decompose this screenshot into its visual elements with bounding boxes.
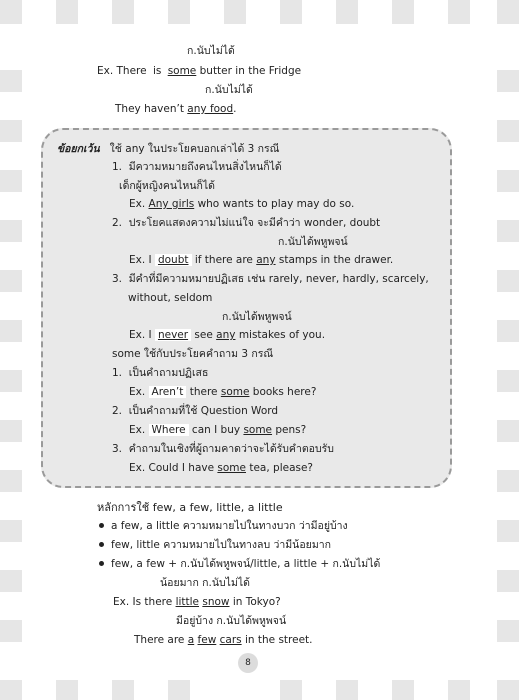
text: in Tokyo?: [232, 596, 281, 608]
any-case-3-example: [129, 328, 325, 342]
num: 2.: [112, 405, 123, 417]
bullet-item-positive: [99, 519, 348, 533]
any-case-2-example: [129, 253, 393, 267]
few-little-heading: หลักการใช้ few, a few, little, a little: [97, 501, 283, 514]
text: มีความหมายถึงคนไหนสิ่งไหนก็ได้: [128, 161, 282, 173]
any-case-1: [112, 160, 282, 174]
note-little-uncountable: น้อยมาก ก.นับไม่ได้: [160, 577, 250, 589]
text: there: [189, 386, 218, 398]
text: .: [233, 103, 237, 115]
text: Ex. Could I have: [129, 462, 215, 474]
word-little: little: [175, 596, 200, 608]
text: who wants to play may do so.: [197, 198, 355, 210]
example-there-is: [97, 64, 301, 78]
text: Ex.: [129, 198, 146, 210]
word-never: never: [155, 329, 191, 341]
text: in the street.: [244, 634, 313, 646]
some-case-1: [112, 366, 208, 380]
exception-heading: [57, 142, 279, 156]
word-some: some: [217, 462, 246, 474]
some-intro: some ใช้กับประโยคคำถาม 3 กรณี: [112, 348, 274, 360]
any-case-3-note: ก.นับได้พหูพจน์: [222, 311, 292, 323]
text: see: [194, 329, 213, 341]
text: tea, please?: [249, 462, 314, 474]
num: 1.: [112, 161, 123, 173]
bullet-icon: [99, 523, 104, 528]
note-few-countable: มีอยู่บ้าง ก.นับได้พหูพจน์: [176, 615, 287, 627]
word-a: a: [187, 634, 195, 646]
word-arent: Aren’t: [149, 386, 187, 398]
text: เป็นคำถามที่ใช้ Question Word: [128, 405, 279, 417]
bullet-item-negative: [99, 538, 331, 552]
text: few, a few + ก.นับได้พหูพจน์/little, a little + ก.นับไม่ได้: [111, 558, 381, 570]
text: คำถามในเชิงที่ผู้ถามคาดว่าจะได้รับคำตอบรับ: [128, 443, 334, 455]
some-case-2-example: [129, 423, 306, 437]
some-case-2: [112, 404, 278, 418]
exception-label: ข้อยกเว้น: [57, 143, 100, 155]
text: Ex. Is there: [113, 596, 173, 608]
bullet-icon: [99, 542, 104, 547]
text: Ex.: [129, 424, 146, 436]
word-where: Where: [149, 424, 189, 436]
word-any: any: [216, 329, 236, 341]
exception-intro: ใช้ any ในประโยคบอกเล่าได้ 3 กรณี: [109, 143, 280, 155]
text: stamps in the drawer.: [278, 254, 394, 266]
text: There are: [134, 634, 185, 646]
any-case-1-example: [129, 197, 354, 211]
example-little-snow: [113, 595, 281, 609]
text: pens?: [275, 424, 307, 436]
any-case-2: [112, 216, 380, 230]
word-any-girls: Any girls: [148, 198, 195, 210]
text: Ex. I: [129, 254, 152, 266]
word-some: some: [243, 424, 273, 436]
text: Ex.: [129, 386, 146, 398]
bullet-item-usage: [99, 557, 380, 571]
word-some: some: [167, 65, 197, 77]
text: Ex. I: [129, 329, 152, 341]
text: Ex. There: [97, 65, 147, 77]
text: books here?: [252, 386, 317, 398]
note-uncountable-2: ก.นับไม่ได้: [205, 84, 253, 96]
any-case-2-note: ก.นับได้พหูพจน์: [278, 236, 348, 248]
text: ประโยคแสดงความไม่แน่ใจ จะมีคำว่า wonder, doubt: [128, 217, 381, 229]
num: 1.: [112, 367, 123, 379]
some-case-1-example: [129, 385, 316, 399]
num: 3.: [112, 273, 123, 285]
some-case-3: [112, 442, 334, 456]
text: a few, a little ความหมายไปในทางบวก ว่ามีอยู่บ้าง: [111, 520, 348, 532]
bullet-icon: [99, 561, 104, 566]
text: They haven’t: [115, 103, 184, 115]
text: เป็นคำถามปฏิเสธ: [128, 367, 209, 379]
word-any-food: any food: [187, 103, 234, 115]
text: mistakes of you.: [238, 329, 326, 341]
text: can I buy: [191, 424, 241, 436]
word-any: any: [256, 254, 276, 266]
word-cars: cars: [219, 634, 242, 646]
any-case-3: [112, 272, 429, 286]
text: few, little ความหมายไปในทางลบ ว่ามีน้อยมาก: [111, 539, 331, 551]
word-snow: snow: [202, 596, 230, 608]
note-uncountable-1: ก.นับไม่ได้: [187, 45, 235, 57]
example-few-cars: [134, 633, 313, 647]
text: butter in the Fridge: [199, 65, 302, 77]
word-doubt: doubt: [155, 254, 192, 266]
page-number: 8: [238, 653, 258, 673]
num: 2.: [112, 217, 123, 229]
word-some: some: [220, 386, 250, 398]
text: if there are: [194, 254, 253, 266]
any-case-3-cont: without, seldom: [128, 292, 213, 304]
any-case-1-meaning: เด็กผู้หญิงคนไหนก็ได้: [119, 180, 215, 192]
text: มีคำที่มีความหมายปฏิเสธ เช่น rarely, never, hardly, scarcely,: [128, 273, 429, 285]
word-is: is: [150, 65, 164, 77]
num: 3.: [112, 443, 123, 455]
some-case-3-example: [129, 461, 313, 475]
example-havent-any: [115, 102, 237, 116]
word-few: few: [197, 634, 217, 646]
